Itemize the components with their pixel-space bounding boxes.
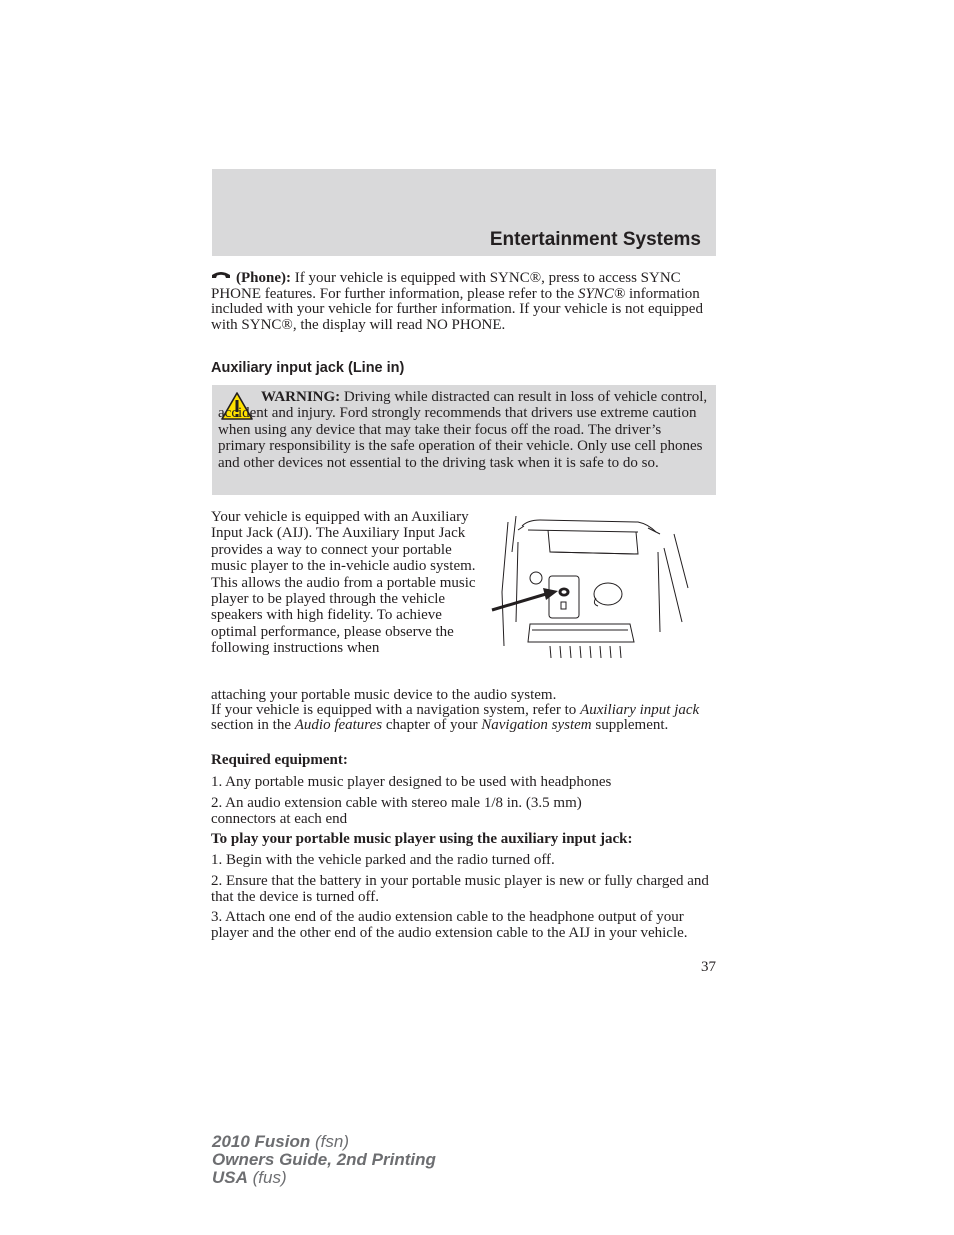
aij-intro-continuation	[211, 688, 716, 734]
phone-text-1: If your vehicle is equipped with SYNC®, press to access SYNC PHONE features. For further information, please refer to the	[211, 270, 681, 302]
nav-text-3: chapter of your	[382, 717, 482, 734]
nav-ref-audio-features: Audio features	[294, 717, 383, 734]
footer-line-3	[212, 1169, 436, 1187]
aux-section-heading: Auxiliary input jack (Line in)	[211, 360, 405, 376]
sync-reference: SYNC®	[577, 285, 626, 302]
required-item-2: 2. An audio extension cable with stereo male 1/8 in. (3.5 mm) connectors at each end	[211, 795, 582, 827]
nav-text-1: If your vehicle is equipped with a navigation system, refer to	[211, 702, 581, 719]
play-step-1: 1. Begin with the vehicle parked and the radio turned off.	[211, 852, 555, 868]
page-number: 37	[701, 959, 716, 975]
phone-text-2: information included with your vehicle for further information. If your vehicle is not equipped with SYNC®, the display will read NO PHONE.	[211, 285, 703, 333]
intro-tail-text: attaching your portable music device to the audio system.	[211, 687, 557, 703]
nav-ref-nav-system: Navigation system	[481, 717, 592, 734]
footer-market: USA	[212, 1168, 248, 1187]
play-heading-text: To play your portable music player using the auxiliary input jack:	[211, 831, 633, 847]
document-footer	[212, 1133, 436, 1187]
aux-jack-illustration	[488, 512, 694, 664]
footer-market-code: (fus)	[247, 1168, 287, 1187]
section-title: Entertainment Systems	[489, 229, 701, 250]
required-item-1: 1. Any portable music player designed to be used with headphones	[211, 774, 612, 790]
footer-line-1	[212, 1133, 436, 1151]
phone-paragraph	[211, 271, 716, 333]
footer-model-code: (fsn)	[310, 1132, 349, 1151]
play-step-2: 2. Ensure that the battery in your portable music player is new or fully charged and that the device is turned off.	[211, 873, 709, 905]
nav-ref-aux-jack: Auxiliary input jack	[580, 702, 700, 719]
nav-text-2: section in the	[211, 717, 295, 734]
play-step-3: 3. Attach one end of the audio extension cable to the headphone output of your player and the other end of the audio extension cable to the AIJ in your vehicle.	[211, 909, 688, 941]
footer-line-2	[212, 1151, 436, 1169]
footer-guide-name: Owners Guide, 2nd Printing	[212, 1150, 436, 1169]
phone-label: (Phone):	[236, 270, 291, 286]
warning-label: WARNING:	[261, 389, 341, 405]
warning-text	[218, 389, 708, 471]
navigation-paragraph	[211, 703, 716, 733]
nav-text-4: supplement.	[591, 717, 669, 734]
section-header-band	[212, 169, 716, 256]
aij-intro-paragraph: Your vehicle is equipped with an Auxiliary Input Jack (AIJ). The Auxiliary Input Jack provides a way to connect your portable music player to the in-vehicle audio system. This allows the audio from a portable music player to be played through the vehicle speakers with high fidelity. To achieve optimal performance, please observe the following instructions when	[211, 509, 476, 657]
phone-handset-icon	[211, 271, 231, 281]
play-instructions-heading	[211, 832, 716, 848]
warning-body: Driving while distracted can result in loss of vehicle control, accident and injury. Ford strongly recommends that drivers use extreme caution when using any device that may take their focus off the road. The driver’s primary responsibility is the safe operation of their vehicle. Only use cell phones and other devices not essential to the driving task when it is safe to do so.	[218, 389, 708, 471]
required-equipment-heading	[211, 753, 716, 769]
required-heading-text: Required equipment:	[211, 752, 348, 768]
warning-box	[212, 385, 716, 495]
footer-model: 2010 Fusion	[212, 1132, 311, 1151]
